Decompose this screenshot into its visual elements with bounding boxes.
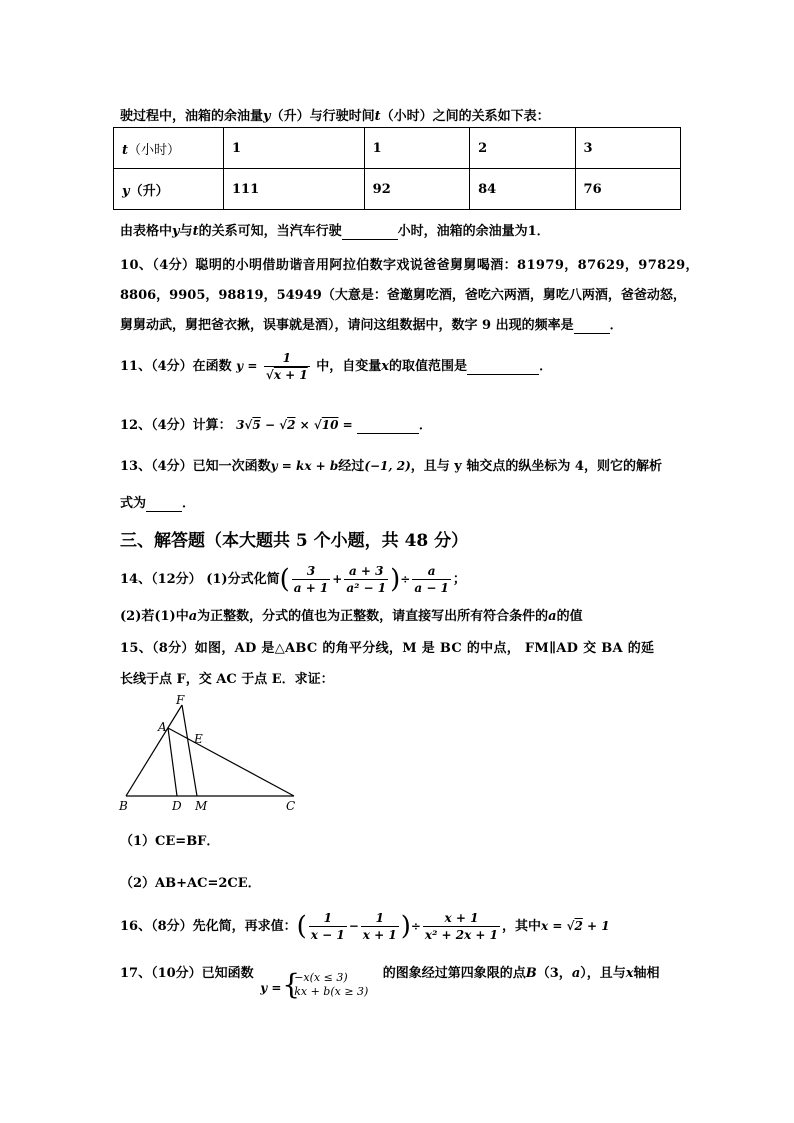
answer-blank [342,224,398,240]
fraction: $\frac{1}{√x + 1}$ [265,351,308,382]
q11-line: 11、（4分）在函数 y = $\frac{1}{√x + 1}$ 中，自变量x的取值范围是 ． [120,351,553,382]
table-cell: 3 [575,128,680,169]
table-cell: 1 [364,128,469,169]
q14-line2: (2)若(1)中a为正整数，分式的值也为正整数，请直接写出所有符合条件的a的值 [120,609,583,624]
q15-part1: （1）CE=BF． [120,834,220,849]
q10-line2: 8806，9905，98819，54949（大意是：爸邀舅吃酒，爸吃六两酒，舅吃八两酒，爸爸动怒， [120,288,686,303]
table-cell: 76 [575,169,680,210]
q13-line1: 13、（4分）已知一次函数y = kx + b经过(−1, 2)，且与 y 轴交点的纵坐标为 4，则它的解析 [120,459,662,474]
intro-text: 驶过程中，油箱的余油量 [120,109,264,124]
label-f: F [176,693,185,707]
q12-expression: 3√5 − √2 × √10 = [236,418,357,432]
q15-part2: （2）AB+AC=2CE． [120,876,261,891]
answer-blank [146,496,182,512]
section-title: 三、解答题（本大题共 5 个小题，共 48 分） [120,531,469,551]
label-c: C [286,799,296,813]
triangle-figure [110,692,310,817]
fuel-table [113,127,681,210]
answer-blank [357,418,419,434]
q12-line: 12、（4分）计算： 3√5 − √2 × √10 = ． [120,418,432,433]
table-cell: 84 [470,169,575,210]
var-y: y [263,109,271,124]
q10-line1: 10、（4分）聪明的小明借助谐音用阿拉伯数字戏说爸爸舅舅喝酒：81979，87629，97829， [120,258,699,273]
after-table-line: 由表格中y与t的关系可知，当汽车行驶 小时，油箱的余油量为1． [120,224,550,239]
label-a: A [158,720,167,734]
intro-text: （小时）之间的关系如下表： [380,109,550,124]
table-row [114,169,681,210]
table-cell: 111 [224,169,365,210]
answer-blank [574,318,610,334]
segment-ad [168,728,177,796]
q15-line2: 长线于点 F，交 AC 于点 E．求证： [120,672,334,687]
table-cell: 2 [470,128,575,169]
q14-line1: 14、（12分） (1)分式化简( $\frac{3}{a + 1}$ + $\frac{a + 3}{\text{a² − 1}}$ )÷ $\frac{a}{a - 1}$ ； [120,564,466,595]
label-m: M [195,799,208,813]
q17-line: 17、（10分）已知函数 y = { −x(x ≤ 3) kx + b(x ≥ 3) 的图象经过第四象限的点B（3，a），且与x轴相 [120,962,660,981]
q16-line: 16、（8分）先化简，再求值：( $\frac{1}{x - 1}$ − $\frac{1}{x + 1}$ )÷ $\frac{x + 1}{\text{x² + 2x + 1}}$ ，其中x = √2 + 1 [120,911,610,942]
table-cell: 92 [364,169,469,210]
label-b: B [119,799,128,813]
table-row [114,128,681,169]
q13-line2: 式为 ． [120,496,196,511]
label-d: D [172,799,182,813]
intro-line [120,105,550,124]
intro-text: （升）与行驶时间 [270,109,375,124]
answer-blank [467,359,539,375]
var-t: t [374,109,381,124]
q10-line3: 舅舅动武，舅把爸衣揪，误事就是酒），请问这组数据中，数字 9 出现的频率是 ． [120,318,623,333]
piecewise-function: y = { −x(x ≤ 3) kx + b(x ≥ 3) [260,968,369,1001]
table-cell: 1 [224,128,365,169]
row-header-t: t（小时） [114,128,224,169]
label-e: E [194,732,203,746]
segment-fm [182,705,197,796]
row-header-y: y（升） [114,169,224,210]
q15-line1: 15、（8分）如图，AD 是△ABC 的角平分线，M 是 BC 的中点， FM∥AD 交 BA 的延 [120,641,655,656]
segment-bf [126,705,182,796]
